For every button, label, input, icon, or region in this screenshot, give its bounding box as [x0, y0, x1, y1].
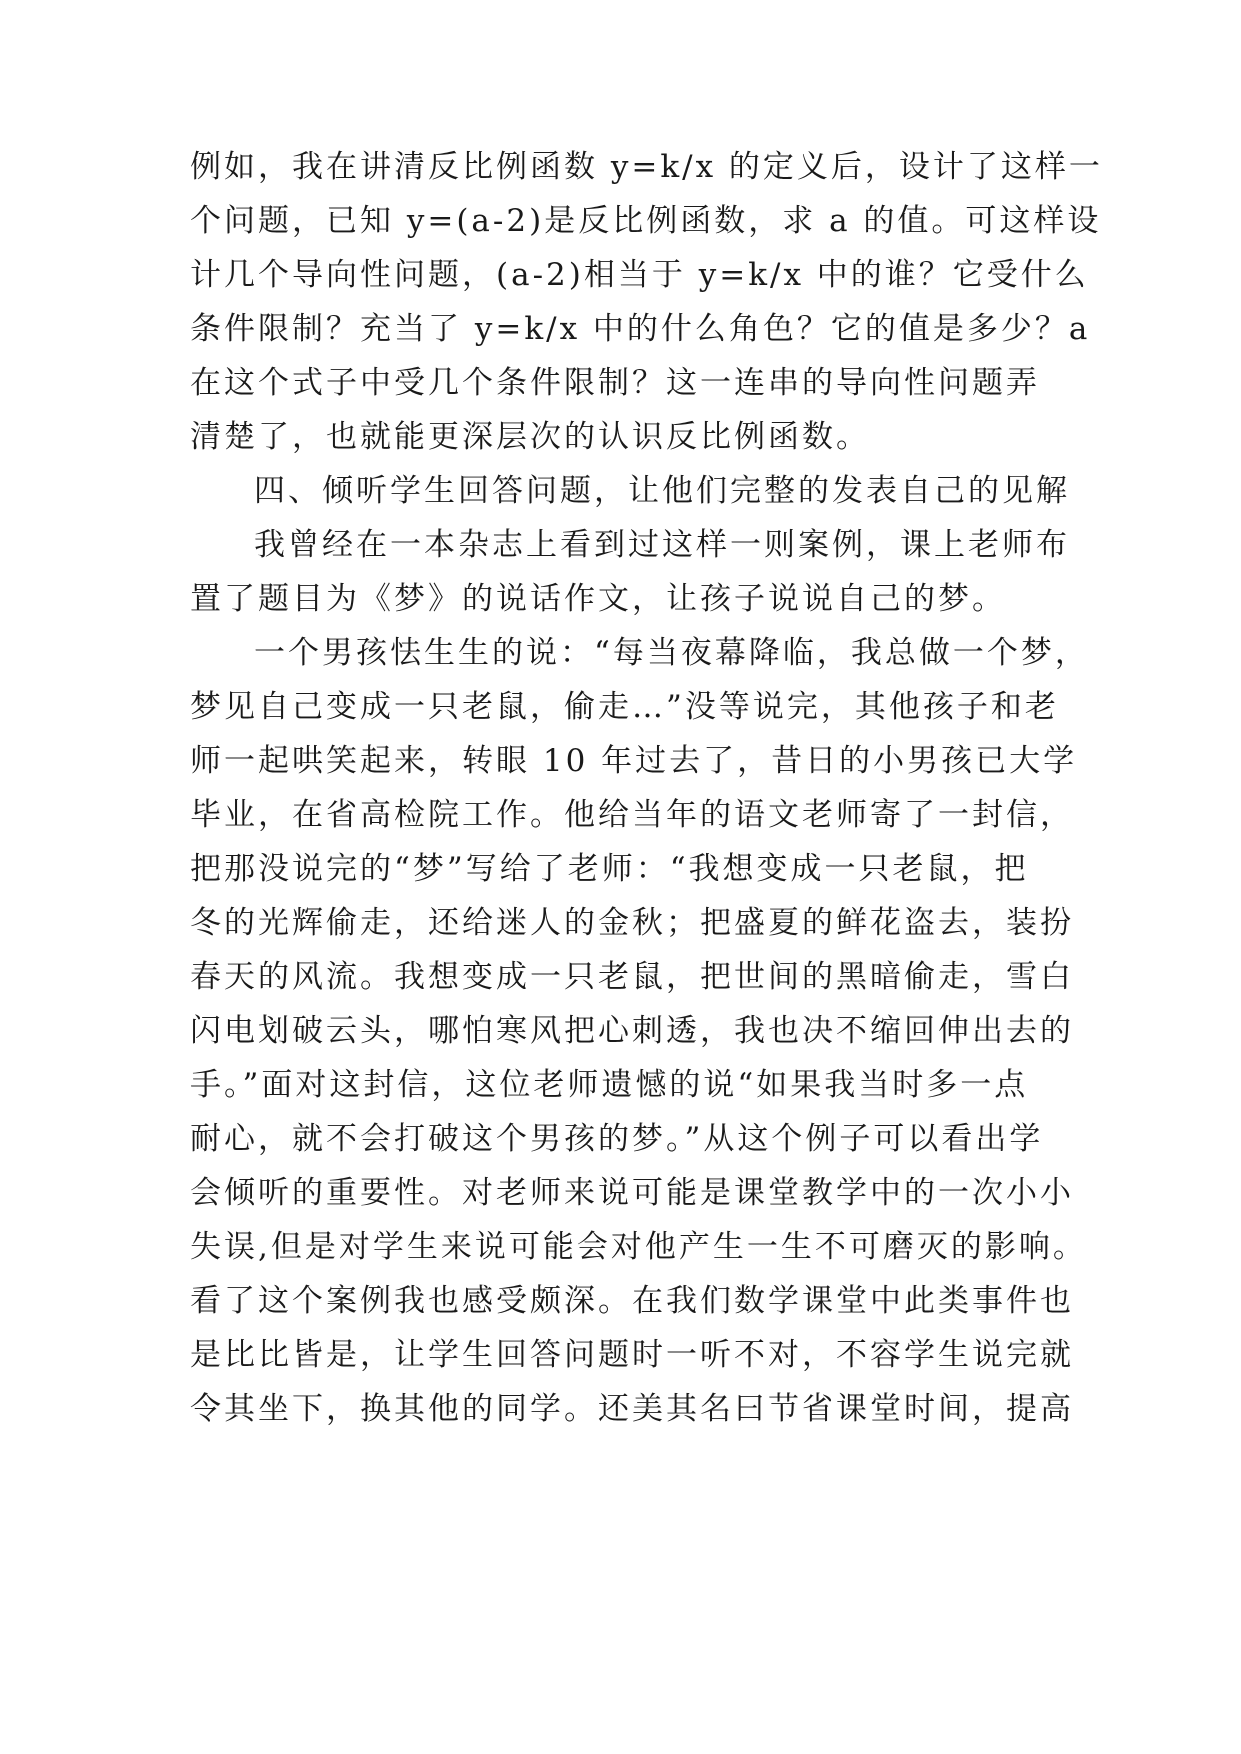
text-line-15: 冬的光辉偷走，还给迷人的金秋；把盛夏的鲜花盗去，装扮 — [190, 905, 1074, 941]
text-line-20: 会倾听的重要性。对老师来说可能是课堂教学中的一次小小 — [190, 1175, 1074, 1211]
text-line-1: 例如，我在讲清反比例函数 y=k/x 的定义后，设计了这样一 — [190, 149, 1103, 185]
text-line-16: 春天的风流。我想变成一只老鼠，把世间的黑暗偷走，雪白 — [190, 959, 1074, 995]
text-line-21: 失误,但是对学生来说可能会对他产生一生不可磨灭的影响。 — [190, 1229, 1087, 1265]
text-line-17: 闪电划破云头，哪怕寒风把心刺透，我也决不缩回伸出去的 — [190, 1013, 1074, 1049]
text-line-8: 我曾经在一本杂志上看到过这样一则案例，课上老师布 — [254, 527, 1070, 563]
text-line-4: 条件限制？充当了 y=k/x 中的什么角色？它的值是多少？a — [190, 311, 1091, 347]
text-line-6: 清楚了，也就能更深层次的认识反比例函数。 — [190, 419, 870, 455]
text-line-18: 手。”面对这封信，这位老师遗憾的说“如果我当时多一点 — [190, 1067, 1029, 1103]
text-line-10: 一个男孩怯生生的说：“每当夜幕降临，我总做一个梦， — [254, 635, 1089, 671]
section-heading: 四、倾听学生回答问题，让他们完整的发表自己的见解 — [254, 473, 1070, 509]
text-line-5: 在这个式子中受几个条件限制？这一连串的导向性问题弄 — [190, 365, 1040, 401]
text-line-11: 梦见自己变成一只老鼠，偷走…”没等说完，其他孩子和老 — [190, 689, 1059, 725]
text-line-22: 看了这个案例我也感受颇深。在我们数学课堂中此类事件也 — [190, 1283, 1074, 1319]
text-line-24: 令其坐下，换其他的同学。还美其名曰节省课堂时间，提高 — [190, 1391, 1074, 1427]
text-line-12: 师一起哄笑起来，转眼 10 年过去了，昔日的小男孩已大学 — [190, 743, 1078, 779]
text-line-19: 耐心，就不会打破这个男孩的梦。”从这个例子可以看出学 — [190, 1121, 1044, 1157]
text-line-13: 毕业，在省高检院工作。他给当年的语文老师寄了一封信， — [190, 797, 1074, 833]
text-line-14: 把那没说完的“梦”写给了老师：“我想变成一只老鼠，把 — [190, 851, 1029, 887]
text-line-3: 计几个导向性问题，(a-2)相当于 y=k/x 中的谁？它受什么 — [190, 257, 1089, 293]
text-line-9: 置了题目为《梦》的说话作文，让孩子说说自己的梦。 — [190, 581, 1006, 617]
text-line-23: 是比比皆是，让学生回答问题时一听不对，不容学生说完就 — [190, 1337, 1074, 1373]
text-line-2: 个问题，已知 y=(a-2)是反比例函数，求 a 的值。可这样设 — [190, 203, 1102, 239]
